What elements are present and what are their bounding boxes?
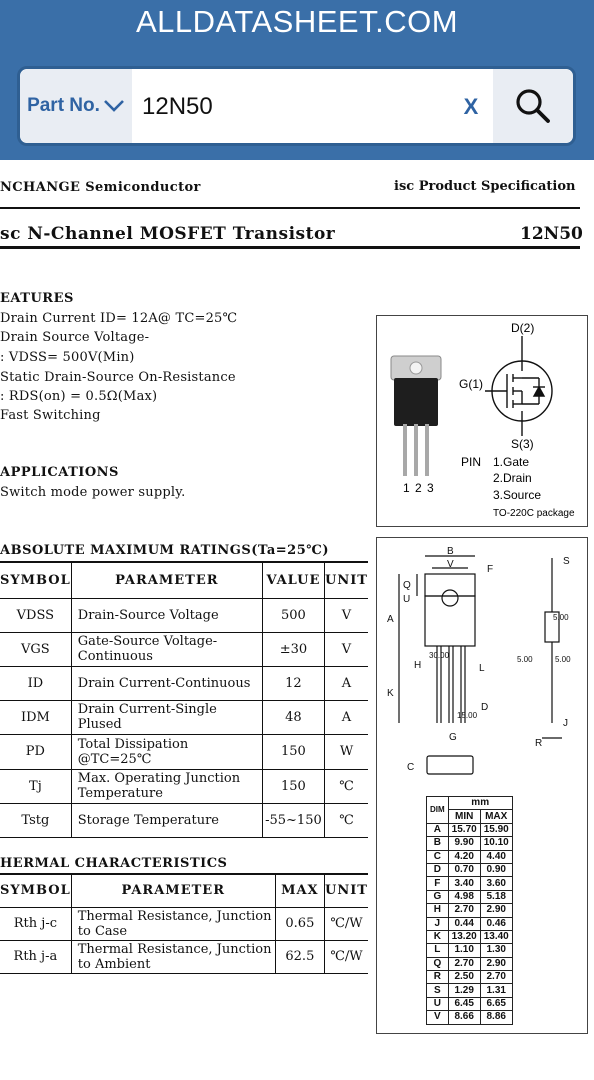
parameter-cell: Total Dissipation @TC=25℃ — [71, 734, 262, 769]
min-cell: 6.45 — [448, 997, 480, 1010]
header-divider — [0, 207, 580, 209]
column-header: MAX — [275, 874, 324, 907]
feature-item: Static Drain-Source On-Resistance — [0, 370, 236, 385]
dim-cell: A — [427, 823, 449, 836]
angle-label: 30.00 — [429, 651, 450, 660]
feature-item: Drain Current ID= 12A@ TC=25℃ — [0, 311, 238, 326]
min-cell: 15.70 — [448, 823, 480, 836]
max-cell: 0.46 — [480, 917, 512, 930]
search-bar — [17, 66, 576, 146]
symbol-cell: Rth j-a — [0, 940, 71, 973]
dim-label: Q — [403, 580, 411, 591]
angle-label: 5.00 — [517, 655, 533, 664]
dim-label: D — [481, 702, 489, 713]
column-header: SYMBOL — [0, 874, 71, 907]
part-selector-label: Part No. — [27, 95, 100, 116]
ratings-heading: ABSOLUTE MAXIMUM RATINGS(Ta=25℃) — [0, 543, 329, 558]
table-row — [427, 890, 513, 903]
max-cell: 1.31 — [480, 984, 512, 997]
source-label: S(3) — [511, 437, 534, 451]
angle-label: 15.00 — [457, 711, 478, 720]
feature-item: Drain Source Voltage- — [0, 330, 150, 345]
package-outline-drawing — [377, 538, 587, 788]
dim-label: U — [403, 594, 411, 605]
value-cell: 12 — [262, 666, 324, 700]
max-cell: 6.65 — [480, 997, 512, 1010]
max-cell: 2.70 — [480, 971, 512, 984]
unit-cell: A — [325, 666, 369, 700]
max-cell: 15.90 — [480, 823, 512, 836]
parameter-cell: Thermal Resistance, Junction to Ambient — [71, 940, 275, 973]
datasheet-title: sc N-Channel MOSFET Transistor — [0, 224, 336, 244]
max-cell: 10.10 — [480, 837, 512, 850]
mosfet-symbol — [485, 336, 552, 436]
leg-number: 1 — [403, 481, 410, 495]
pinout-figure — [376, 315, 588, 527]
features-heading: EATURES — [0, 291, 74, 306]
max-cell: 2.90 — [480, 904, 512, 917]
parameter-cell: Max. Operating Junction Temperature — [71, 769, 262, 803]
column-header: DIM — [427, 797, 449, 824]
datasheet-page — [0, 160, 594, 1080]
table-row — [427, 957, 513, 970]
table-header-row — [0, 874, 368, 907]
table-row — [0, 734, 368, 769]
dim-cell: Q — [427, 957, 449, 970]
search-button[interactable] — [493, 69, 573, 143]
column-header: UNIT — [325, 562, 369, 598]
table-row — [0, 907, 368, 940]
min-cell: 4.20 — [448, 850, 480, 863]
column-header: MAX — [480, 810, 512, 823]
dim-label: R — [535, 738, 543, 749]
value-cell: 62.5 — [275, 940, 324, 973]
max-cell: 5.18 — [480, 890, 512, 903]
feature-item: Fast Switching — [0, 408, 101, 423]
application-item: Switch mode power supply. — [0, 485, 186, 500]
table-row — [427, 984, 513, 997]
min-cell: 2.70 — [448, 957, 480, 970]
table-row — [427, 850, 513, 863]
dim-label: F — [487, 564, 494, 575]
value-cell: 0.65 — [275, 907, 324, 940]
unit-header: mm — [448, 797, 512, 810]
dim-label: C — [407, 762, 415, 773]
min-cell: 8.66 — [448, 1011, 480, 1024]
table-row — [0, 940, 368, 973]
max-cell: 0.90 — [480, 863, 512, 876]
column-header: PARAMETER — [71, 874, 275, 907]
search-icon — [515, 88, 551, 124]
symbol-cell: ID — [0, 666, 71, 700]
company-name: NCHANGE Semiconductor — [0, 180, 201, 195]
table-row — [0, 803, 368, 837]
table-row — [427, 944, 513, 957]
symbol-cell: Rth j-c — [0, 907, 71, 940]
column-header: PARAMETER — [71, 562, 262, 598]
dimensions-table — [426, 796, 513, 1025]
dim-label: L — [479, 663, 485, 674]
mechanical-drawing-figure — [376, 537, 588, 1034]
table-row — [427, 823, 513, 836]
dim-cell: D — [427, 863, 449, 876]
min-cell: 0.70 — [448, 863, 480, 876]
thermal-heading: HERMAL CHARACTERISTICS — [0, 856, 228, 871]
unit-cell: V — [325, 598, 369, 632]
dim-label: B — [447, 546, 454, 557]
pin-item: 1.Gate — [493, 455, 530, 469]
min-cell: 3.40 — [448, 877, 480, 890]
value-cell: 500 — [262, 598, 324, 632]
pin-heading: PIN — [461, 455, 482, 469]
min-cell: 1.10 — [448, 944, 480, 957]
clear-search-button[interactable]: X — [463, 94, 479, 119]
dim-cell: J — [427, 917, 449, 930]
transistor-photo-and-symbol — [377, 316, 587, 526]
table-row — [0, 700, 368, 734]
parameter-cell: Storage Temperature — [71, 803, 262, 837]
package-name: TO-220C package — [493, 508, 575, 519]
min-cell: 2.70 — [448, 904, 480, 917]
dim-cell: H — [427, 904, 449, 917]
drain-label: D(2) — [511, 321, 535, 335]
dim-cell: S — [427, 984, 449, 997]
symbol-cell: Tj — [0, 769, 71, 803]
value-cell: 48 — [262, 700, 324, 734]
site-title: ALLDATASHEET.COM — [135, 4, 459, 39]
absolute-ratings-table — [0, 561, 368, 838]
column-header: SYMBOL — [0, 562, 71, 598]
table-row — [427, 917, 513, 930]
dim-label: K — [387, 688, 394, 699]
table-row — [0, 666, 368, 700]
table-row — [0, 769, 368, 803]
table-row — [427, 1011, 513, 1024]
value-cell: 150 — [262, 734, 324, 769]
table-row — [427, 863, 513, 876]
max-cell: 2.90 — [480, 957, 512, 970]
feature-item: : RDS(on) = 0.5Ω(Max) — [0, 389, 158, 404]
table-row — [427, 877, 513, 890]
max-cell: 13.40 — [480, 930, 512, 943]
dim-label: S — [563, 556, 570, 567]
leg-number: 2 — [415, 481, 422, 495]
dim-label: J — [563, 718, 568, 729]
table-row — [427, 904, 513, 917]
leg-number: 3 — [427, 481, 434, 495]
table-row — [427, 930, 513, 943]
dim-label: G — [449, 732, 457, 743]
gate-label: G(1) — [459, 377, 483, 391]
value-cell: 150 — [262, 769, 324, 803]
unit-cell: ℃ — [325, 769, 369, 803]
table-header-row — [0, 562, 368, 598]
min-cell: 2.50 — [448, 971, 480, 984]
dim-cell: R — [427, 971, 449, 984]
feature-item: : VDSS= 500V(Min) — [0, 350, 135, 365]
dim-cell: G — [427, 890, 449, 903]
dim-cell: K — [427, 930, 449, 943]
thermal-table — [0, 873, 368, 974]
parameter-cell: Thermal Resistance, Junction to Case — [71, 907, 275, 940]
unit-cell: V — [325, 632, 369, 666]
min-cell: 4.98 — [448, 890, 480, 903]
unit-cell: A — [325, 700, 369, 734]
min-cell: 0.44 — [448, 917, 480, 930]
symbol-cell: VGS — [0, 632, 71, 666]
column-header: UNIT — [325, 874, 369, 907]
dim-cell: L — [427, 944, 449, 957]
dim-cell: V — [427, 1011, 449, 1024]
parameter-cell: Gate-Source Voltage-Continuous — [71, 632, 262, 666]
app-header — [0, 0, 594, 160]
max-cell: 4.40 — [480, 850, 512, 863]
dim-cell: B — [427, 837, 449, 850]
max-cell: 1.30 — [480, 944, 512, 957]
column-header: VALUE — [262, 562, 324, 598]
dim-cell: F — [427, 877, 449, 890]
max-cell: 3.60 — [480, 877, 512, 890]
angle-label: 5.00 — [553, 613, 569, 622]
dim-label: V — [447, 559, 454, 570]
applications-heading: APPLICATIONS — [0, 465, 119, 480]
column-header: MIN — [448, 810, 480, 823]
search-input[interactable] — [140, 87, 444, 127]
angle-label: 5.00 — [555, 655, 571, 664]
symbol-cell: VDSS — [0, 598, 71, 632]
table-row — [0, 598, 368, 632]
value-cell: ±30 — [262, 632, 324, 666]
min-cell: 9.90 — [448, 837, 480, 850]
unit-cell: W — [325, 734, 369, 769]
to220-package-photo — [391, 356, 441, 476]
parameter-cell: Drain-Source Voltage — [71, 598, 262, 632]
table-header-row — [427, 797, 513, 810]
symbol-cell: Tstg — [0, 803, 71, 837]
min-cell: 13.20 — [448, 930, 480, 943]
spec-type: isc Product Specification — [394, 179, 576, 194]
min-cell: 1.29 — [448, 984, 480, 997]
table-row — [0, 632, 368, 666]
pin-item: 3.Source — [493, 488, 542, 502]
symbol-cell: IDM — [0, 700, 71, 734]
parameter-cell: Drain Current-Continuous — [71, 666, 262, 700]
table-row — [427, 997, 513, 1010]
datasheet-part-number: 12N50 — [520, 224, 583, 244]
dim-cell: U — [427, 997, 449, 1010]
pin-item: 2.Drain — [493, 471, 532, 485]
table-row — [427, 971, 513, 984]
parameter-cell: Drain Current-Single Plused — [71, 700, 262, 734]
unit-cell: ℃/W — [325, 907, 369, 940]
table-row — [427, 837, 513, 850]
unit-cell: ℃/W — [325, 940, 369, 973]
value-cell: -55~150 — [262, 803, 324, 837]
dim-cell: C — [427, 850, 449, 863]
chevron-down-icon — [103, 99, 125, 113]
title-divider — [0, 246, 580, 249]
symbol-cell: PD — [0, 734, 71, 769]
dim-label: H — [414, 660, 422, 671]
max-cell: 8.86 — [480, 1011, 512, 1024]
part-number-selector[interactable] — [20, 69, 132, 143]
dim-label: A — [387, 614, 394, 625]
unit-cell: ℃ — [325, 803, 369, 837]
